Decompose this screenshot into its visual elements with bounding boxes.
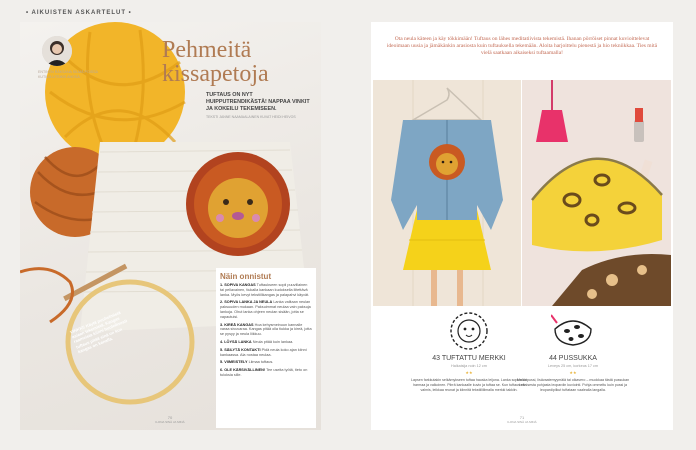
howto-step: 5. VIIMEISTELY Liimaa tuftaus. bbox=[220, 360, 274, 365]
author-caption: ENTINEN RAKSANA SILMÄ POISSA KUTILIA UTSIKIS AHOSA bbox=[38, 70, 98, 79]
item-size: Leveys 25 cm, korkeus 17 cm bbox=[547, 364, 599, 368]
article-deck: TUFTAUS ON NYT HUIPPUTRENDIKÄSTÄ! NAPPAA VINKIT JA KOKEILU TEKEMISEEN. bbox=[206, 92, 310, 112]
item-description: Lapsen farkkutakin selkämykseen tuftaa hauska leijona. Lanka sopiva on harmaa ja valkoinen. Piirrä kankaalle kuvio ja tuftaa se. Kun tuftaus on valmis, leikkaa reunat ja kiinnitä tekstiililiimalla merkki takkiin. bbox=[410, 378, 528, 392]
pouch-illustration bbox=[522, 80, 671, 306]
page-number-left: 70 ILONA SINÄ JA MINÄ bbox=[155, 415, 185, 424]
item-title: 43 TUFTATTU MERKKI bbox=[432, 355, 506, 362]
left-page bbox=[20, 22, 321, 430]
article-title: Pehmeitä kissapetoja bbox=[162, 37, 269, 87]
section-label: • AIKUISTEN ASKARTELUT • bbox=[26, 10, 132, 16]
item-size: Halkaisija noin 12 cm bbox=[451, 364, 487, 368]
right-page bbox=[371, 22, 673, 430]
item-description: Meikkipussi, lisävaatemyymälä tai olkavero – muokkaa tästä pussukan keltaisesta pohjasta leopardin kuviointi. Pohja ommeltu kuin pussi ja leopardipilkut tuftataan vaalealla langalla. bbox=[516, 378, 630, 392]
howto-step: 5. SÄILYTÄ KONTAKTI Pidä neula koko ajan kiinni kankaassa. Ala nostaa neulaa. bbox=[220, 347, 307, 357]
jacket-photo bbox=[373, 80, 521, 306]
leopard-pouch-icon bbox=[551, 309, 595, 353]
howto-box bbox=[216, 268, 316, 428]
howto-step: 4. LÖYSÄ LANKA Neula pitää kuin lankaa. bbox=[220, 339, 294, 344]
howto-step: 2. SOPIVA LANKA JA NEULA Lanka valitaan neulan paksuuden mukaan. Paksuimmat neulaa vain paksuja lankoja. Ohut lanka ohjeen neulan sisään, jotta se vapautuisi. bbox=[220, 300, 311, 319]
howto-step: 1. SOPIVA KANGAS Tuftaukseen sopii puuvillainen tai pellavainen, tiukalla kankaan kudoksella liitettävä lanka. Myös kevyt tekstiilikangas ja palapahvi käyvät. bbox=[220, 283, 310, 297]
tip-callout: VINKKI! Käytä puuhelmistä asiaan tekemistä. Kangas raameista kiinni huolellisesti tuftaus pitää sinä on kun kangas on kanalla. bbox=[69, 309, 128, 355]
difficulty-stars: ★★ bbox=[465, 370, 473, 375]
author-avatar bbox=[42, 36, 72, 66]
item-title: 44 PUSSUKKA bbox=[549, 355, 597, 362]
difficulty-stars: ★★ bbox=[569, 370, 577, 375]
howto-step: 6. OLE KÄRSIVÄLLINEN! Tee useita työtä, tieto on tuloksia sille. bbox=[220, 368, 308, 377]
author-portrait-icon bbox=[42, 36, 72, 66]
lion-sketch-icon bbox=[447, 309, 491, 353]
intro-text: Ota neula käteen ja käy tökkimään! Tuftaus on lähes meditatiivista tekemistä. Ihanan pörröiset pinnat kuvioittelevat ideoimaan uusia ja jämäkänkin arasiosta kuin tuftauksella tekemään. Aloita harjoittelu pienestä ja hio tekniikkaa. Ties mitä vielä saatkaan aikaiseksi tuftaamalla! bbox=[386, 36, 658, 56]
pouch-photo bbox=[522, 80, 671, 306]
howto-step: 3. KIREÄ KANGAS Hoa kehysmeinuun kannalle varaa sivuvaraa. Kangas pitää olla tiukka ja kireä, jotta se pysyy ja neula liikkuu. bbox=[220, 322, 312, 337]
page-number-right: 71 ILONA SINÄ JA MINÄ bbox=[507, 415, 537, 424]
jacket-dress-illustration bbox=[373, 80, 521, 306]
article-credits: TEKSTI JANNE NAAMAALAINEN KUVAT HEIDI HEIVOS bbox=[206, 115, 296, 119]
howto-title: Näin onnistut bbox=[220, 272, 272, 281]
